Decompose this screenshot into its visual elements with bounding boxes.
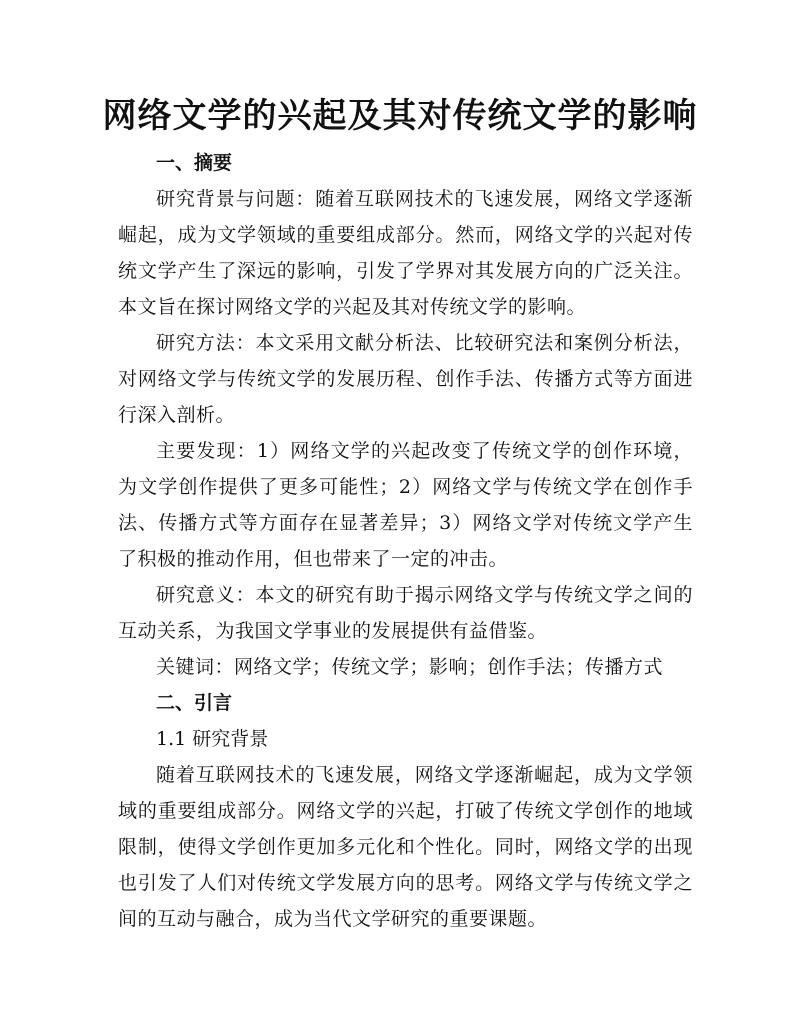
abstract-method-paragraph: 研究方法：本文采用文献分析法、比较研究法和案例分析法，对网络文学与传统文学的发展历程、创作手法、传播方式等方面进行深入剖析。: [118, 332, 693, 426]
abstract-findings-paragraph: 主要发现：1）网络文学的兴起改变了传统文学的创作环境，为文学创作提供了更多可能性；2）网络文学与传统文学在创作手法、传播方式等方面存在显著差异；3）网络文学对传统文学产生了积极的推动作用，但也带来了一定的冲击。: [118, 440, 693, 570]
document-title: 网络文学的兴起及其对传统文学的影响: [102, 96, 698, 136]
subsection-heading-background: 1.1 研究背景: [156, 728, 269, 750]
section-heading-introduction: 二、引言: [156, 692, 233, 714]
document-body: [118, 145, 693, 937]
section-heading-abstract: 一、摘要: [156, 152, 233, 174]
abstract-background-paragraph: 研究背景与问题：随着互联网技术的飞速发展，网络文学逐渐崛起，成为文学领域的重要组成部分。然而，网络文学的兴起对传统文学产生了深远的影响，引发了学界对其发展方向的广泛关注。本文旨在探讨网络文学的兴起及其对传统文学的影响。: [118, 188, 693, 318]
introduction-background-paragraph: 随着互联网技术的飞速发展，网络文学逐渐崛起，成为文学领域的重要组成部分。网络文学的兴起，打破了传统文学创作的地域限制，使得文学创作更加多元化和个性化。同时，网络文学的出现也引发了人们对传统文学发展方向的思考。网络文学与传统文学之间的互动与融合，成为当代文学研究的重要课题。: [118, 764, 693, 930]
keywords-line: 关键词：网络文学；传统文学；影响；创作手法；传播方式: [156, 656, 664, 678]
abstract-significance-paragraph: 研究意义：本文的研究有助于揭示网络文学与传统文学之间的互动关系，为我国文学事业的发展提供有益借鉴。: [118, 584, 693, 642]
